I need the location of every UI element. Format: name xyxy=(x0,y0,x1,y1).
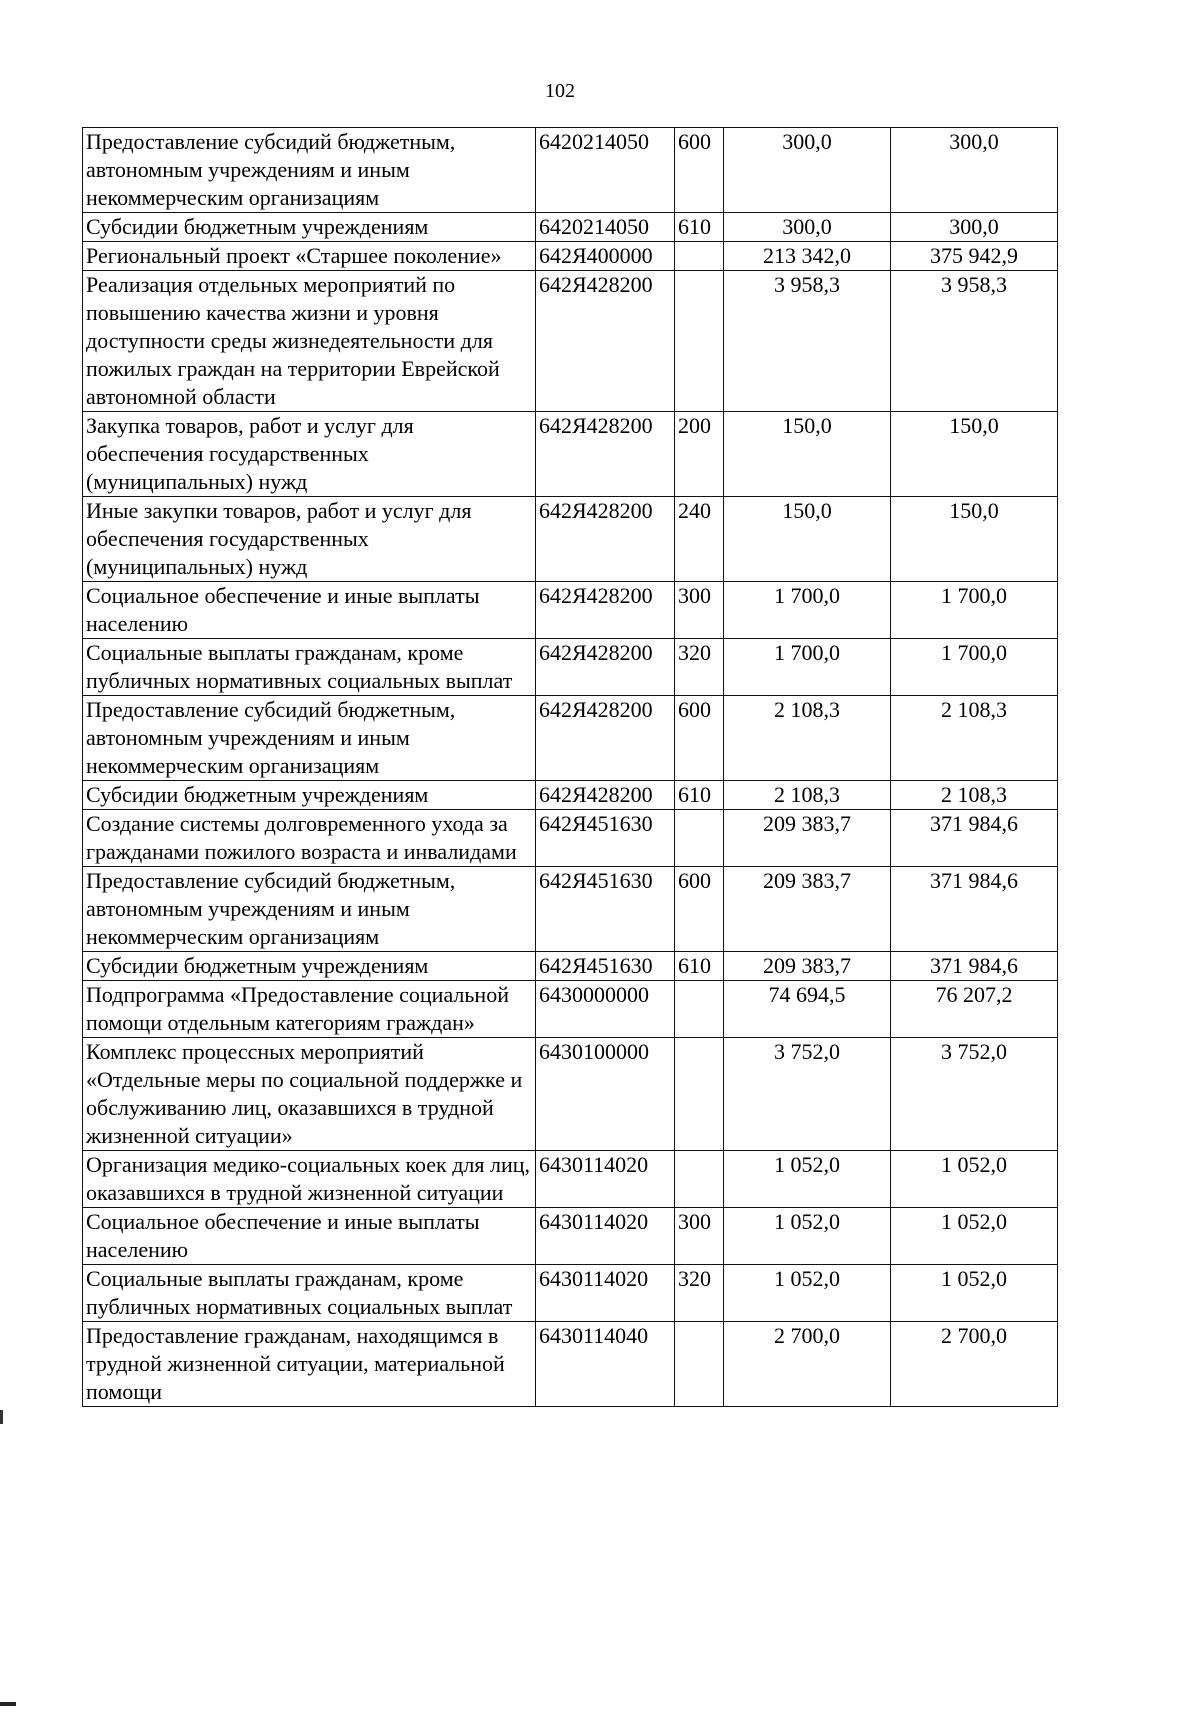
row-expense-type-cell: 600 xyxy=(675,128,724,213)
row-amount-year1-cell: 213 342,0 xyxy=(724,242,891,271)
row-name-cell: Организация медико-социальных коек для лиц, оказавшихся в трудной жизненной ситуации xyxy=(83,1151,536,1208)
row-code-cell: 6420214050 xyxy=(536,213,675,242)
row-expense-type-cell xyxy=(675,981,724,1038)
table-row xyxy=(83,867,1058,952)
row-amount-year1-cell: 2 108,3 xyxy=(724,696,891,781)
row-name-cell: Региональный проект «Старшее поколение» xyxy=(83,242,536,271)
row-name-cell: Предоставление субсидий бюджетным, автономным учреждениям и иным некоммерческим организациям xyxy=(83,696,536,781)
row-amount-year1-cell: 209 383,7 xyxy=(724,810,891,867)
row-amount-year1-cell: 150,0 xyxy=(724,412,891,497)
row-code-cell: 6430114040 xyxy=(536,1322,675,1407)
row-expense-type-cell: 600 xyxy=(675,867,724,952)
row-expense-type-cell: 610 xyxy=(675,952,724,981)
row-amount-year1-cell: 300,0 xyxy=(724,213,891,242)
row-name-cell: Предоставление гражданам, находящимся в трудной жизненной ситуации, материальной помощи xyxy=(83,1322,536,1407)
row-amount-year2-cell: 3 752,0 xyxy=(891,1038,1058,1151)
table-row xyxy=(83,981,1058,1038)
row-name-cell: Субсидии бюджетным учреждениям xyxy=(83,213,536,242)
row-name-cell: Реализация отдельных мероприятий по повышению качества жизни и уровня доступности среды жизнедеятельности для пожилых граждан на территории Еврейской автономной области xyxy=(83,271,536,412)
row-amount-year2-cell: 2 700,0 xyxy=(891,1322,1058,1407)
row-expense-type-cell: 320 xyxy=(675,1265,724,1322)
row-amount-year1-cell: 1 700,0 xyxy=(724,639,891,696)
row-expense-type-cell xyxy=(675,1151,724,1208)
row-code-cell: 642Я400000 xyxy=(536,242,675,271)
row-amount-year1-cell: 209 383,7 xyxy=(724,952,891,981)
row-code-cell: 642Я428200 xyxy=(536,781,675,810)
row-amount-year2-cell: 1 052,0 xyxy=(891,1151,1058,1208)
row-amount-year2-cell: 371 984,6 xyxy=(891,810,1058,867)
row-expense-type-cell: 300 xyxy=(675,1208,724,1265)
row-name-cell: Создание системы долговременного ухода за гражданами пожилого возраста и инвалидами xyxy=(83,810,536,867)
row-name-cell: Социальное обеспечение и иные выплаты населению xyxy=(83,582,536,639)
row-code-cell: 6420214050 xyxy=(536,128,675,213)
row-name-cell: Предоставление субсидий бюджетным, автономным учреждениям и иным некоммерческим организациям xyxy=(83,867,536,952)
row-amount-year1-cell: 2 700,0 xyxy=(724,1322,891,1407)
row-name-cell: Иные закупки товаров, работ и услуг для обеспечения государственных (муниципальных) нужд xyxy=(83,497,536,582)
scan-corner-mark xyxy=(0,1702,16,1706)
row-amount-year2-cell: 2 108,3 xyxy=(891,781,1058,810)
row-expense-type-cell xyxy=(675,271,724,412)
row-code-cell: 642Я428200 xyxy=(536,271,675,412)
scan-edge-mark xyxy=(0,1410,3,1424)
budget-table-body xyxy=(83,128,1058,1407)
table-row xyxy=(83,696,1058,781)
row-code-cell: 6430114020 xyxy=(536,1151,675,1208)
table-row xyxy=(83,582,1058,639)
row-amount-year1-cell: 1 052,0 xyxy=(724,1151,891,1208)
table-row xyxy=(83,639,1058,696)
row-amount-year1-cell: 3 958,3 xyxy=(724,271,891,412)
row-amount-year1-cell: 3 752,0 xyxy=(724,1038,891,1151)
row-amount-year2-cell: 76 207,2 xyxy=(891,981,1058,1038)
row-expense-type-cell: 320 xyxy=(675,639,724,696)
row-code-cell: 6430114020 xyxy=(536,1265,675,1322)
budget-table xyxy=(82,127,1058,1407)
row-expense-type-cell: 610 xyxy=(675,781,724,810)
row-amount-year2-cell: 1 052,0 xyxy=(891,1265,1058,1322)
row-expense-type-cell: 240 xyxy=(675,497,724,582)
row-expense-type-cell xyxy=(675,810,724,867)
row-amount-year2-cell: 1 700,0 xyxy=(891,582,1058,639)
table-row xyxy=(83,412,1058,497)
table-row xyxy=(83,242,1058,271)
row-code-cell: 642Я428200 xyxy=(536,696,675,781)
row-code-cell: 642Я451630 xyxy=(536,952,675,981)
table-row xyxy=(83,1208,1058,1265)
row-code-cell: 6430000000 xyxy=(536,981,675,1038)
row-expense-type-cell: 200 xyxy=(675,412,724,497)
table-row xyxy=(83,497,1058,582)
row-amount-year1-cell: 150,0 xyxy=(724,497,891,582)
row-amount-year2-cell: 3 958,3 xyxy=(891,271,1058,412)
table-row xyxy=(83,781,1058,810)
row-amount-year2-cell: 371 984,6 xyxy=(891,867,1058,952)
row-amount-year2-cell: 1 700,0 xyxy=(891,639,1058,696)
row-amount-year2-cell: 2 108,3 xyxy=(891,696,1058,781)
table-row xyxy=(83,213,1058,242)
row-amount-year2-cell: 371 984,6 xyxy=(891,952,1058,981)
row-amount-year1-cell: 1 052,0 xyxy=(724,1208,891,1265)
row-expense-type-cell: 610 xyxy=(675,213,724,242)
row-name-cell: Социальные выплаты гражданам, кроме публичных нормативных социальных выплат xyxy=(83,1265,536,1322)
row-name-cell: Социальные выплаты гражданам, кроме публичных нормативных социальных выплат xyxy=(83,639,536,696)
row-amount-year1-cell: 74 694,5 xyxy=(724,981,891,1038)
row-code-cell: 642Я428200 xyxy=(536,582,675,639)
row-amount-year1-cell: 209 383,7 xyxy=(724,867,891,952)
row-code-cell: 642Я428200 xyxy=(536,497,675,582)
row-name-cell: Закупка товаров, работ и услуг для обеспечения государственных (муниципальных) нужд xyxy=(83,412,536,497)
row-name-cell: Субсидии бюджетным учреждениям xyxy=(83,781,536,810)
row-expense-type-cell: 600 xyxy=(675,696,724,781)
row-name-cell: Подпрограмма «Предоставление социальной помощи отдельным категориям граждан» xyxy=(83,981,536,1038)
row-amount-year2-cell: 1 052,0 xyxy=(891,1208,1058,1265)
table-row xyxy=(83,1038,1058,1151)
row-amount-year2-cell: 375 942,9 xyxy=(891,242,1058,271)
row-amount-year2-cell: 300,0 xyxy=(891,213,1058,242)
table-row xyxy=(83,1322,1058,1407)
row-code-cell: 642Я428200 xyxy=(536,412,675,497)
table-row xyxy=(83,271,1058,412)
row-amount-year2-cell: 300,0 xyxy=(891,128,1058,213)
row-expense-type-cell: 300 xyxy=(675,582,724,639)
row-code-cell: 642Я451630 xyxy=(536,810,675,867)
table-row xyxy=(83,952,1058,981)
row-code-cell: 6430114020 xyxy=(536,1208,675,1265)
row-expense-type-cell xyxy=(675,1038,724,1151)
table-row xyxy=(83,128,1058,213)
row-amount-year1-cell: 1 052,0 xyxy=(724,1265,891,1322)
row-name-cell: Социальное обеспечение и иные выплаты населению xyxy=(83,1208,536,1265)
row-name-cell: Субсидии бюджетным учреждениям xyxy=(83,952,536,981)
page-number: 102 xyxy=(545,80,575,102)
row-code-cell: 642Я428200 xyxy=(536,639,675,696)
row-amount-year1-cell: 1 700,0 xyxy=(724,582,891,639)
row-name-cell: Предоставление субсидий бюджетным, автономным учреждениям и иным некоммерческим организациям xyxy=(83,128,536,213)
row-amount-year1-cell: 2 108,3 xyxy=(724,781,891,810)
row-expense-type-cell xyxy=(675,242,724,271)
table-row xyxy=(83,1265,1058,1322)
row-amount-year1-cell: 300,0 xyxy=(724,128,891,213)
row-expense-type-cell xyxy=(675,1322,724,1407)
table-row xyxy=(83,1151,1058,1208)
table-row xyxy=(83,810,1058,867)
row-name-cell: Комплекс процессных мероприятий «Отдельные меры по социальной поддержке и обслуживанию лиц, оказавшихся в трудной жизненной ситуации» xyxy=(83,1038,536,1151)
row-amount-year2-cell: 150,0 xyxy=(891,412,1058,497)
row-code-cell: 642Я451630 xyxy=(536,867,675,952)
row-amount-year2-cell: 150,0 xyxy=(891,497,1058,582)
row-code-cell: 6430100000 xyxy=(536,1038,675,1151)
